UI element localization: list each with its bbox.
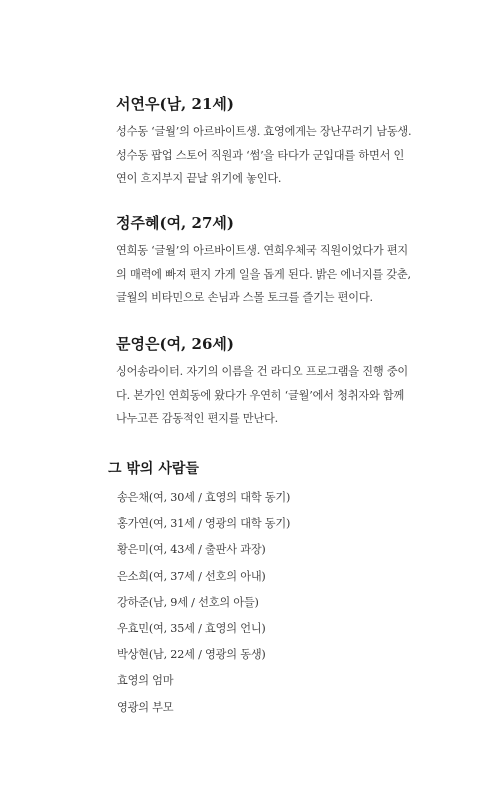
description-line: 연이 흐지부지 끝날 위기에 놓인다.: [116, 172, 282, 185]
list-item: 홍가연(여, 31세 / 영광의 대학 동기): [117, 517, 291, 531]
list-item: 강하준(남, 9세 / 선호의 아들): [117, 595, 259, 609]
description-line: 나누고픈 감동적인 편지를 만난다.: [116, 412, 278, 425]
description-line: 성수동 팝업 스토어 직원과 ‘썸’을 타다가 군입대를 하면서 인: [116, 148, 405, 162]
character-entry-jeong-juhye: [116, 213, 438, 310]
description-line: 의 매력에 빠져 편지 가게 일을 돕게 된다. 밝은 에너지를 갖춘,: [116, 267, 411, 281]
list-item: 박상현(남, 22세 / 영광의 동생): [117, 648, 266, 662]
character-name: 문영은(여, 26세): [116, 335, 234, 353]
description-line: 성수동 ‘글월’의 아르바이트생. 효영에게는 장난꾸러기 남동생.: [116, 125, 412, 138]
list-item: 은소희(여, 37세 / 선호의 아내): [117, 569, 266, 583]
list-item: 황은미(여, 43세 / 출판사 과장): [117, 543, 266, 557]
others-list: [117, 490, 290, 726]
list-item: 우효민(여, 35세 / 효영의 언니): [117, 621, 266, 635]
others-section-title: 그 밖의 사람들: [108, 461, 199, 477]
list-item: 영광의 부모: [117, 700, 174, 714]
list-item: 송은채(여, 30세 / 효영의 대학 동기): [117, 491, 291, 504]
character-description: [116, 360, 438, 431]
description-line: 글월의 비타민으로 손님과 스몰 토크를 즐기는 편이다.: [116, 291, 373, 304]
character-entry-mun-yeongeun: [116, 334, 438, 431]
character-entry-seo-yeonwoo: [116, 94, 438, 191]
description-line: 싱어송라이터. 자기의 이름을 건 라디오 프로그램을 진행 중이: [116, 365, 409, 378]
description-line: 다. 본가인 연희동에 왔다가 우연히 ‘글월’에서 청취자와 함께: [116, 388, 405, 402]
character-name: 서연우(남, 21세): [116, 95, 234, 113]
list-item: 효영의 엄마: [117, 674, 174, 688]
character-description: [116, 120, 438, 191]
description-line: 연희동 ‘글월’의 아르바이트생. 연희우체국 직원이었다가 편지: [116, 244, 409, 257]
character-name: 정주혜(여, 27세): [116, 214, 234, 232]
character-description: [116, 239, 438, 310]
